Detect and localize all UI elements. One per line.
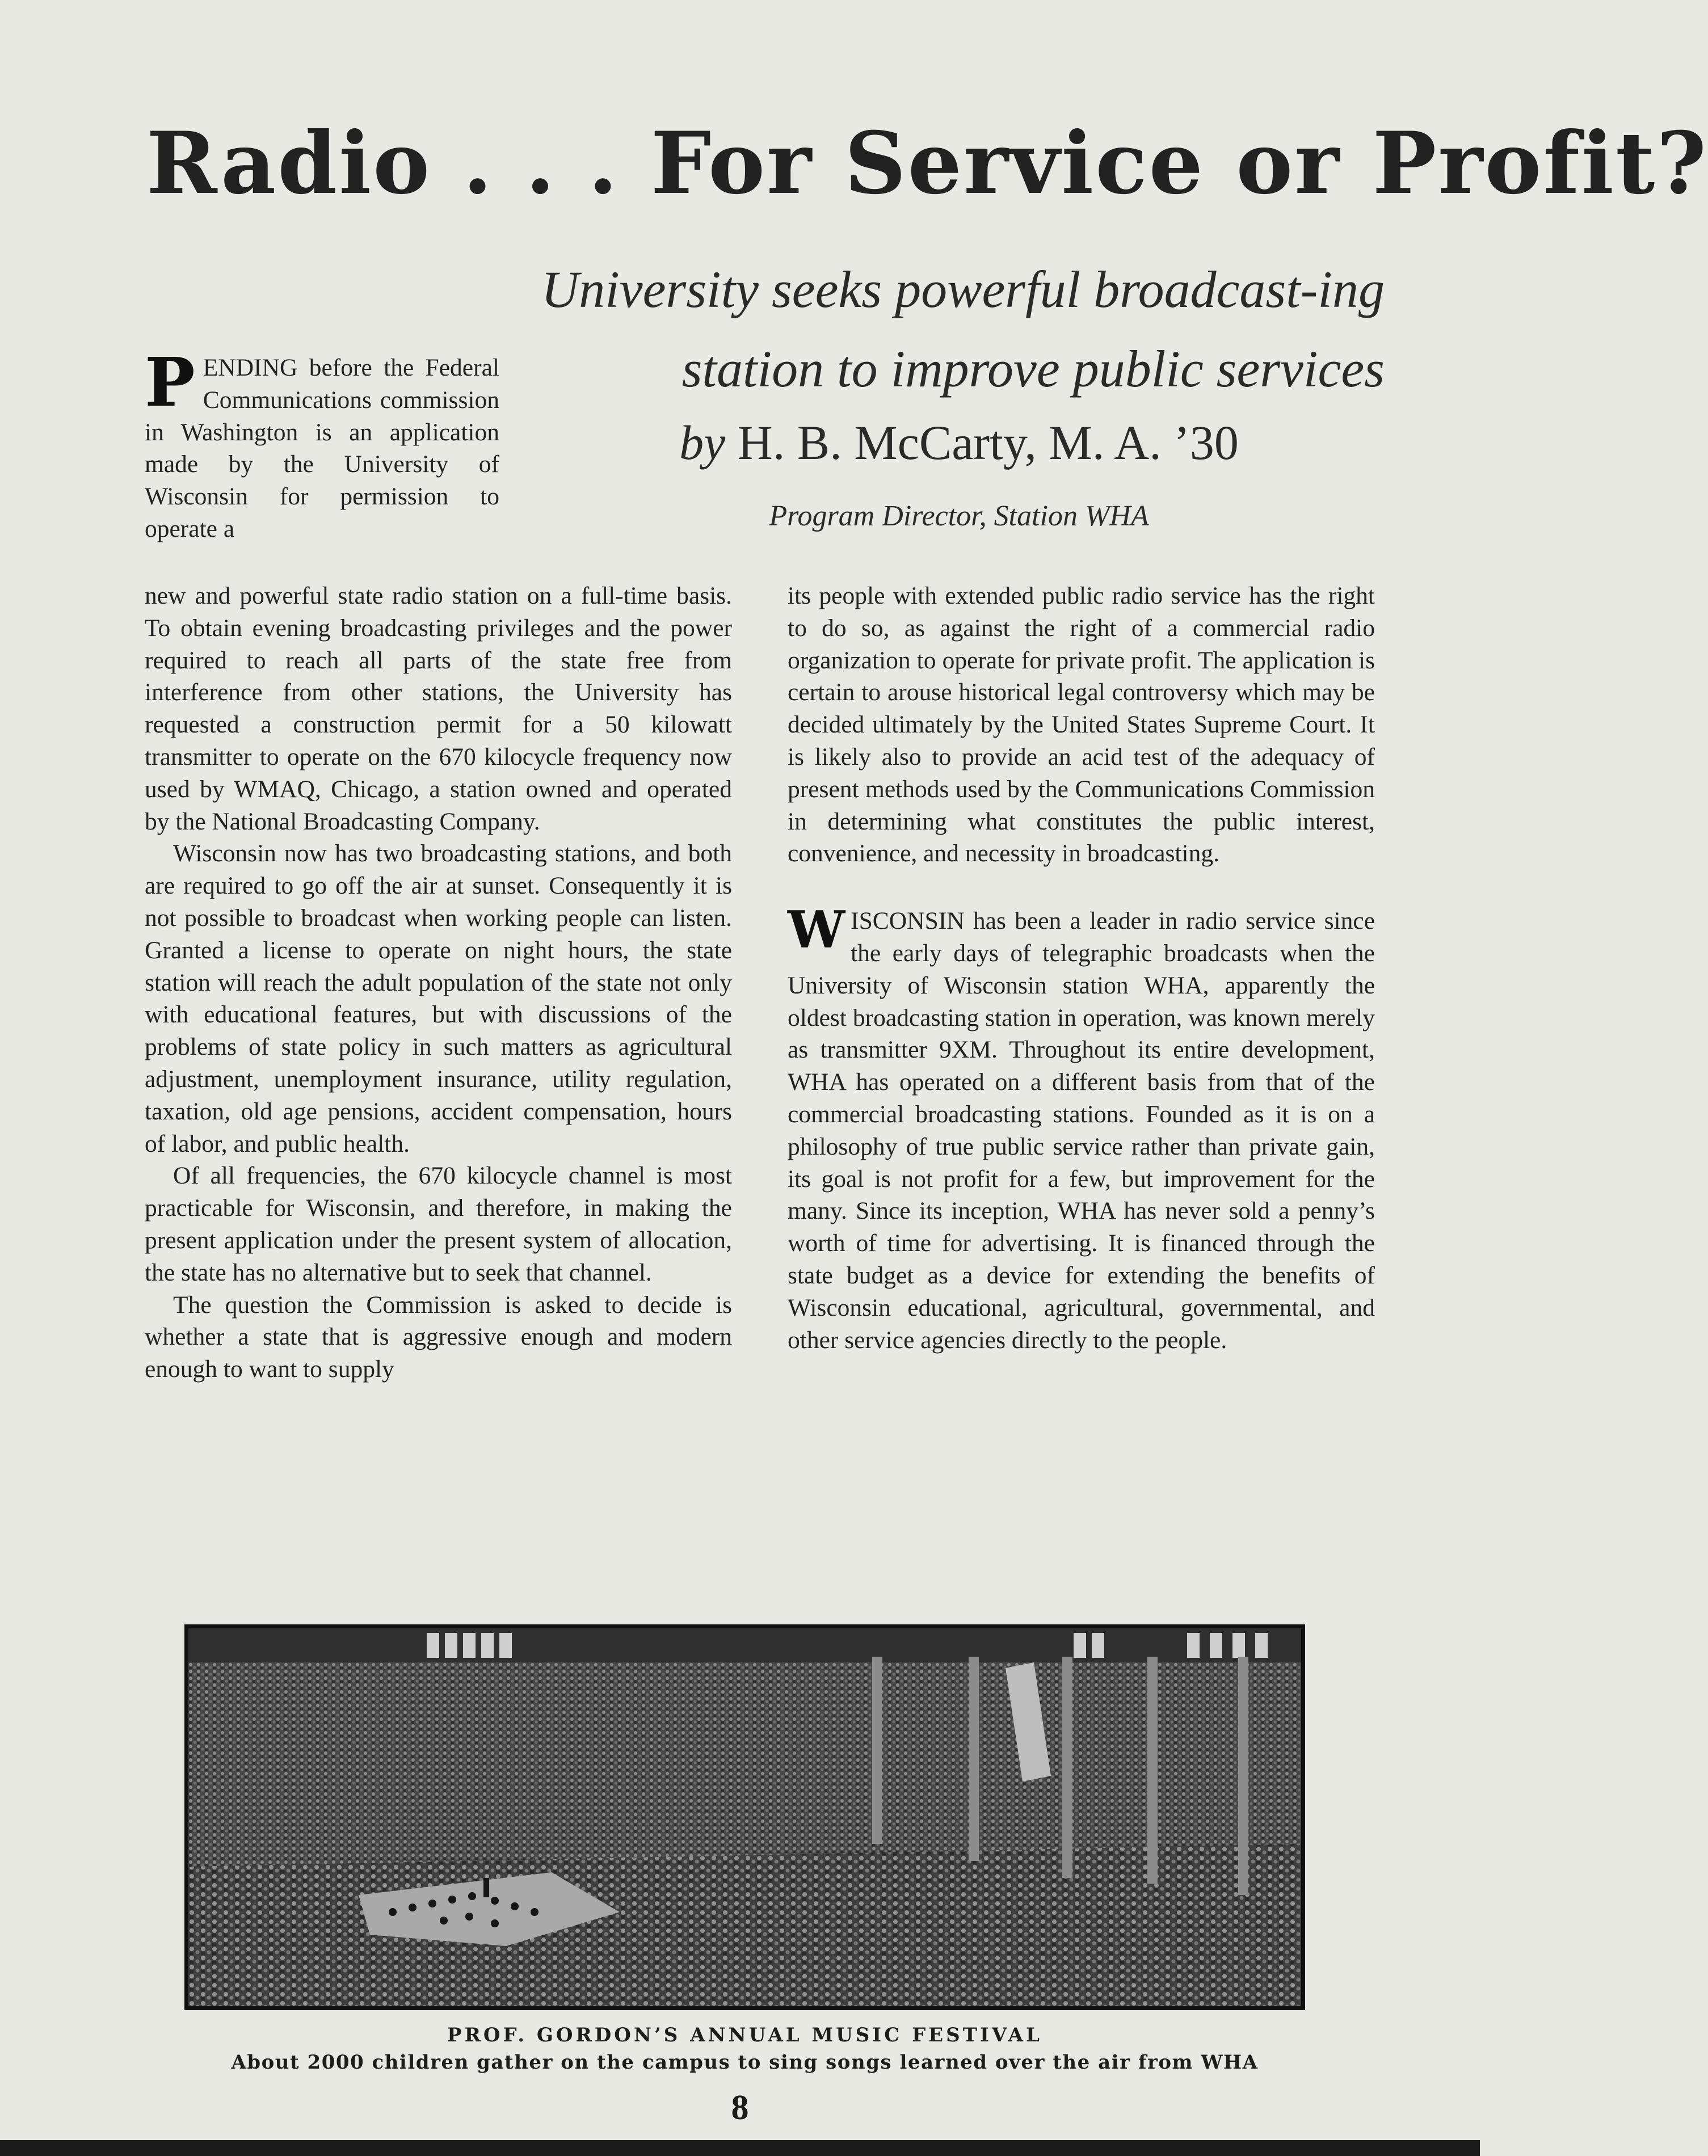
byline xyxy=(624,414,1294,471)
drop-cap: P xyxy=(145,343,195,422)
paragraph: Of all frequencies, the 670 kilocycle channel is most practicable for Wisconsin, and therefore, in making the present application under the present system of allocation, the state has no alternative but to seek that channel. xyxy=(145,1162,732,1286)
paragraph: The question the Commission is asked to decide is whether a state that is aggressive enough and modern enough to want to supply xyxy=(145,1291,732,1383)
upper-gallery xyxy=(188,1628,1301,1662)
paragraph: Wisconsin now has two broadcasting stations, and both are required to go off the air at sunset. Consequently it is not possible to broadcast when working people can listen. Granted a license to operate on night hours, the state station will reach the adult population of the state not only with educational features, but with discussions of the problems of state policy in such matters as agricultural adjustment, unemployment insurance, utility regulation, taxation, old age pensions, accident compensation, hours of labor, and public health. xyxy=(145,840,732,1157)
article-subtitle: University seeks powerful broadcast-ing station to improve public services xyxy=(541,260,1385,398)
left-column xyxy=(145,580,732,1386)
section-text: ISCONSIN has been a leader in radio service since the early days of telegraphic broadcasts when the University of Wisconsin station WHA, apparently the oldest broadcasting station in operation, was known merely as transmitter 9XM. Throughout its entire development, WHA has operated on a different basis from that of the commercial broadcasting stations. Founded as it is on a philosophy of true public service rather than private gain, its goal is not profit for a few, but improvement for the many. Since its inception, WHA has never sold a penny’s worth of time for advertising. It is financed through the state budget as a device for extending the benefits of Wisconsin educational, agricultural, governmental, and other service agencies directly to the people. xyxy=(788,907,1375,1354)
festival-photo xyxy=(184,1624,1305,2010)
byline-prefix: by xyxy=(679,415,726,470)
section-paragraph xyxy=(788,900,1375,1356)
photo-caption-title: PROF. GORDON’S ANNUAL MUSIC FESTIVAL xyxy=(447,2024,1042,2046)
drop-cap: W xyxy=(788,900,845,961)
page-number: 8 xyxy=(731,2088,749,2127)
article-title: Radio . . . For Service or Profit? xyxy=(146,113,1708,213)
scan-bottom-edge xyxy=(0,2140,1480,2156)
crowd-photo-illustration xyxy=(188,1628,1301,2006)
right-column xyxy=(788,580,1375,1356)
author-role: Program Director, Station WHA xyxy=(769,500,1149,532)
author-name: H. B. McCarty, M. A. ’30 xyxy=(737,415,1239,470)
lead-text: ENDING before the Federal Communications commission in Washington is an application made by the University of Wisconsin for permission to operate a xyxy=(145,354,499,542)
lead-paragraph xyxy=(145,343,499,545)
paragraph: its people with extended public radio service has the right to do so, as against the right of a commercial radio organization to operate for private profit. The application is certain to arouse historical legal controversy which may be decided ultimately by the United States Supreme Court. It is likely also to provide an acid test of the adequacy of present methods used by the Communications Commission in determining what constitutes the public interest, convenience, and necessity in broadcasting. xyxy=(788,582,1375,868)
paragraph: new and powerful state radio station on a full-time basis. To obtain evening broadcasting privileges and the power required to reach all parts of the state free from interference from other stations, the University has requested a construction permit for a 50 kilowatt transmitter to operate on the 670 kilocycle frequency now used by WMAQ, Chicago, a station owned and operated by the National Broadcasting Company. xyxy=(145,582,732,835)
photo-caption-text: About 2000 children gather on the campus to sing songs learned over the air from WHA xyxy=(231,2051,1259,2074)
front-crowd xyxy=(188,1844,1301,2006)
